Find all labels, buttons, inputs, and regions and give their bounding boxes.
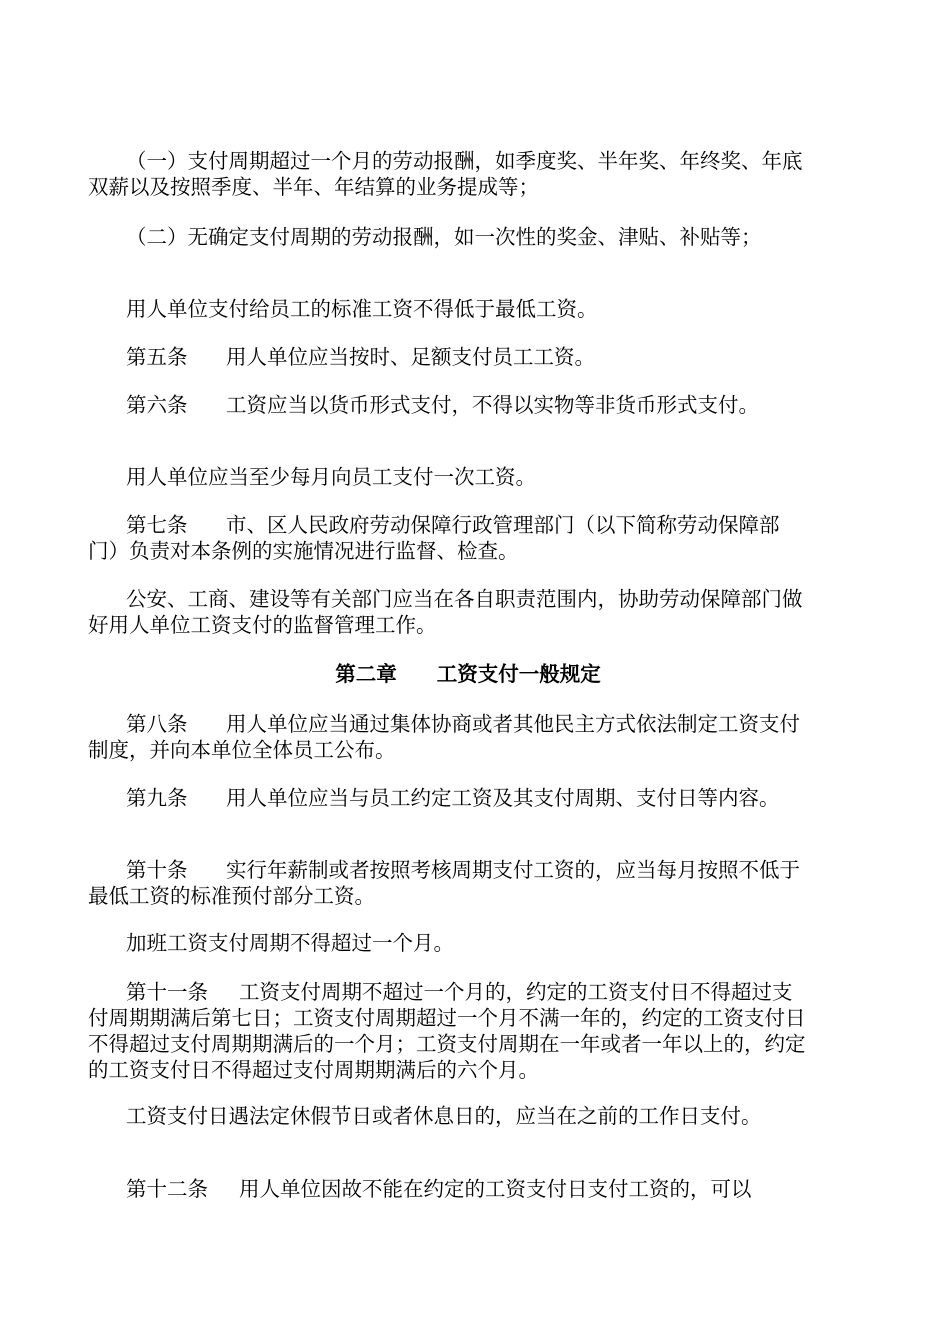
- chapter-heading: [88, 661, 848, 687]
- article-text: 市、区人民政府劳动保障行政管理部门（以下简称劳动保障部门）负责对本条例的实施情况进行监督、检查。: [88, 513, 780, 563]
- paragraph-supervision: 公安、工商、建设等有关部门应当在各自职责范围内，协助劳动保障部门做好用人单位工资支付的监督管理工作。: [88, 587, 803, 637]
- paragraph-holiday-payment: 工资支付日遇法定休假节日或者休息日的，应当在之前的工作日支付。: [126, 1104, 762, 1128]
- article-text: 工资支付周期不超过一个月的，约定的工资支付日不得超过支付周期期满后第七日；工资支付周期超过一个月不满一年的，约定的工资支付日不得超过支付周期期满后的一个月；工资支付周期在一年或者一年以上的，约定的工资支付日不得超过支付周期期满后的六个月。: [88, 980, 806, 1082]
- chapter-number: 第二章: [335, 662, 397, 686]
- paragraph-standard-wage: 用人单位支付给员工的标准工资不得低于最低工资。: [126, 297, 598, 321]
- article-number: 第五条: [126, 345, 188, 369]
- article-text: 用人单位因故不能在约定的工资支付日支付工资的，可以: [239, 1177, 752, 1201]
- article-text: 用人单位应当按时、足额支付员工工资。: [226, 345, 595, 369]
- paragraph-article-11: [88, 979, 808, 1083]
- article-number: 第十二条: [126, 1177, 208, 1201]
- article-number: 第九条: [126, 786, 188, 810]
- paragraph-article-9: [88, 785, 808, 811]
- paragraph-article-7: [88, 512, 808, 564]
- article-number: 第十一条: [126, 980, 208, 1004]
- article-text: 用人单位应当通过集体协商或者其他民主方式依法制定工资支付制度，并向本单位全体员工公布。: [88, 712, 800, 762]
- paragraph-monthly-payment: 用人单位应当至少每月向员工支付一次工资。: [126, 465, 536, 489]
- paragraph-item-2: （二）无确定支付周期的劳动报酬，如一次性的奖金、津贴、补贴等；: [126, 225, 762, 249]
- article-number: 第六条: [126, 393, 188, 417]
- article-number: 第十条: [126, 858, 188, 882]
- article-number: 第八条: [126, 712, 188, 736]
- article-text: 工资应当以货币形式支付，不得以实物等非货币形式支付。: [226, 393, 759, 417]
- article-text: 实行年薪制或者按照考核周期支付工资的，应当每月按照不低于最低工资的标准预付部分工资。: [88, 858, 800, 908]
- paragraph-item-1: （一）支付周期超过一个月的劳动报酬，如季度奖、半年奖、年终奖、年底双薪以及按照季度、半年、年结算的业务提成等；: [88, 149, 803, 199]
- paragraph-article-8: [88, 711, 808, 763]
- paragraph-article-5: [88, 344, 808, 370]
- article-text: 用人单位应当与员工约定工资及其支付周期、支付日等内容。: [226, 786, 780, 810]
- paragraph-article-6: [88, 392, 808, 418]
- paragraph-overtime: 加班工资支付周期不得超过一个月。: [126, 931, 454, 955]
- paragraph-article-12: [88, 1176, 808, 1202]
- article-number: 第七条: [126, 513, 188, 537]
- paragraph-article-10: [88, 857, 808, 909]
- chapter-title: 工资支付一般规定: [436, 662, 601, 686]
